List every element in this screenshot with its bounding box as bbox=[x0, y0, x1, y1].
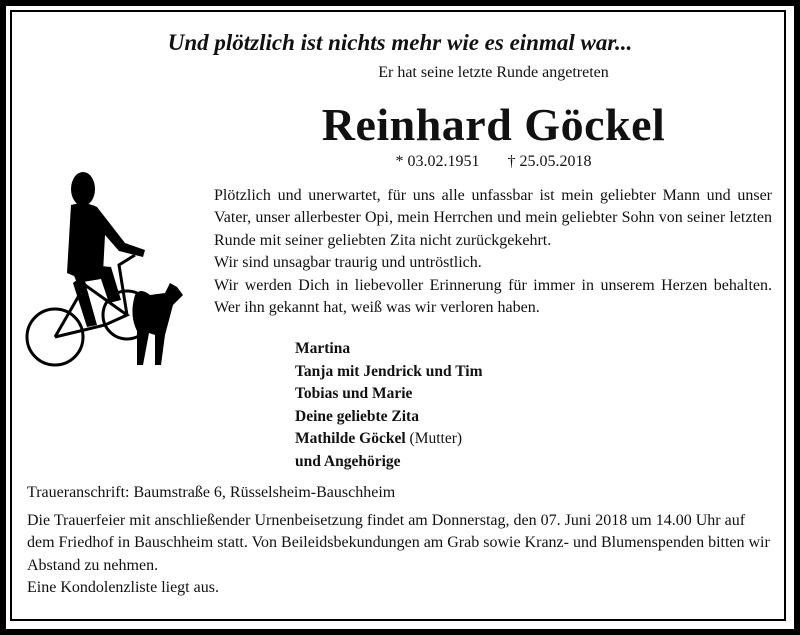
birth-date: * 03.02.1951 bbox=[395, 153, 480, 170]
obituary-text bbox=[214, 185, 772, 319]
family-member: Tobias und Marie bbox=[295, 385, 413, 402]
cyclist-with-dog-silhouette bbox=[25, 155, 195, 390]
deceased-name: Reinhard Göckel bbox=[321, 99, 666, 150]
subtitle: Er hat seine letzte Runde angetreten bbox=[378, 64, 609, 81]
headline: Und plötzlich ist nichts mehr wie es einmal war... bbox=[167, 30, 633, 55]
funeral-details: Die Trauerfeier mit anschließender Urnenbeisetzung findet am Donnerstag, den 07. Juni 2018 um 14.00 Uhr auf dem Friedhof in Bauschheim statt. Von Beileidsbekundungen am Grab sowie Kranz- und Blumenspenden bitten wir Abstand zu nehmen. bbox=[27, 512, 770, 574]
paragraph: Wir werden Dich in liebevoller Erinnerung für immer in unserem Herzen behalten. Wer ihn gekannt hat, weiß was wir verloren haben. bbox=[214, 276, 772, 317]
family-note: (Mutter) bbox=[409, 430, 463, 447]
paragraph: Wir sind unsagbar traurig und untröstlich. bbox=[214, 254, 482, 272]
family-member-mother bbox=[295, 428, 483, 451]
paragraph: Plötzlich und unerwartet, für uns alle unfassbar ist mein geliebter Mann und unser Vater, unser allerbester Opi, mein Herrchen und mein geliebter Sohn von seiner letzten Runde mit seiner geliebten Zita nicht zurückgekehrt. bbox=[214, 187, 772, 249]
family-member: und Angehörige bbox=[295, 452, 401, 470]
family-member: Martina bbox=[295, 340, 351, 357]
death-date: † 25.05.2018 bbox=[507, 153, 592, 170]
life-dates bbox=[215, 153, 772, 171]
mourning-address: Traueranschrift: Baumstraße 6, Rüsselsheim-Bauschheim bbox=[27, 484, 396, 501]
family-member: Deine geliebte Zita bbox=[295, 407, 419, 425]
funeral-info bbox=[27, 510, 775, 600]
condolence-note: Eine Kondolenzliste liegt aus. bbox=[27, 579, 219, 597]
family-list bbox=[295, 338, 483, 473]
family-member: Tanja mit Jendrick und Tim bbox=[295, 362, 483, 380]
family-member-name: Mathilde Göckel bbox=[295, 430, 406, 447]
